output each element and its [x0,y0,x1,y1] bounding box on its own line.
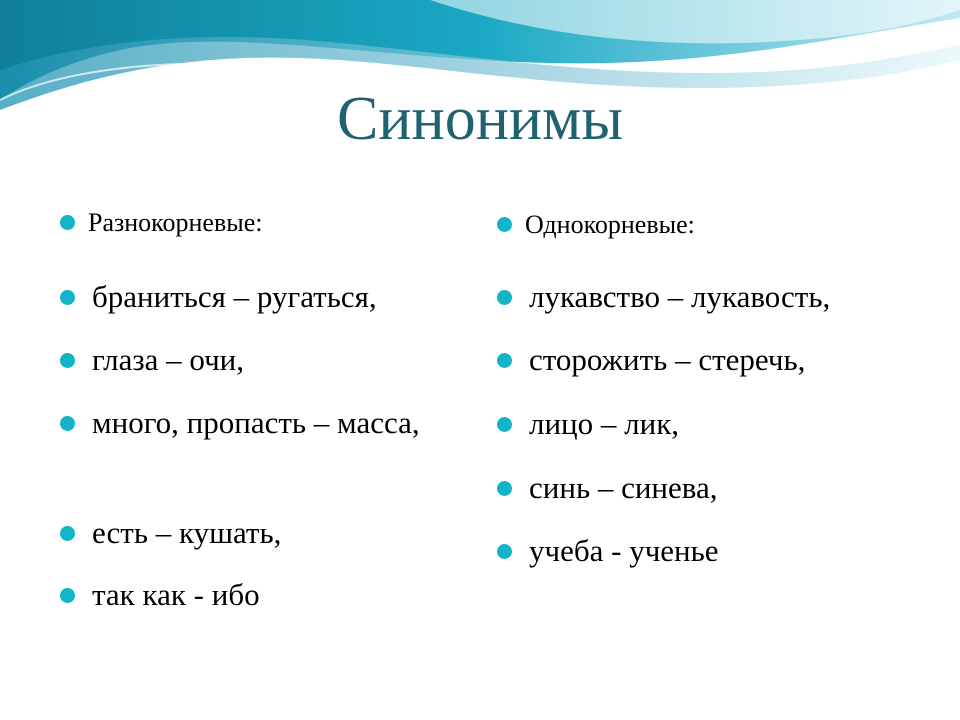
list-item: учеба - ученье [497,531,937,571]
left-column-heading: Разнокорневые: [60,203,460,243]
list-item: глаза – очи, [60,340,460,380]
bullet-icon [497,217,512,232]
list-item: браниться – ругаться, [60,277,460,317]
list-item: так как - ибо [60,575,460,615]
bullet-icon [497,290,512,305]
bullet-icon [497,481,512,496]
list-item: лукавство – лукавость, [497,277,937,317]
right-column-heading: Однокорневые: [497,205,937,245]
bullet-icon [60,215,75,230]
bullet-icon [60,588,75,603]
bullet-icon [60,526,75,541]
bullet-icon [497,353,512,368]
bullet-icon [497,544,512,559]
bullet-icon [60,416,75,431]
bullet-icon [60,353,75,368]
list-item: синь – синева, [497,468,937,508]
list-item: много, пропасть – масса, [60,403,420,443]
bullet-icon [60,290,75,305]
list-item: лицо – лик, [497,404,937,444]
slide-title: Синонимы [337,85,623,153]
list-item: сторожить – стеречь, [497,340,937,380]
bullet-icon [497,417,512,432]
list-item: есть – кушать, [60,513,460,553]
